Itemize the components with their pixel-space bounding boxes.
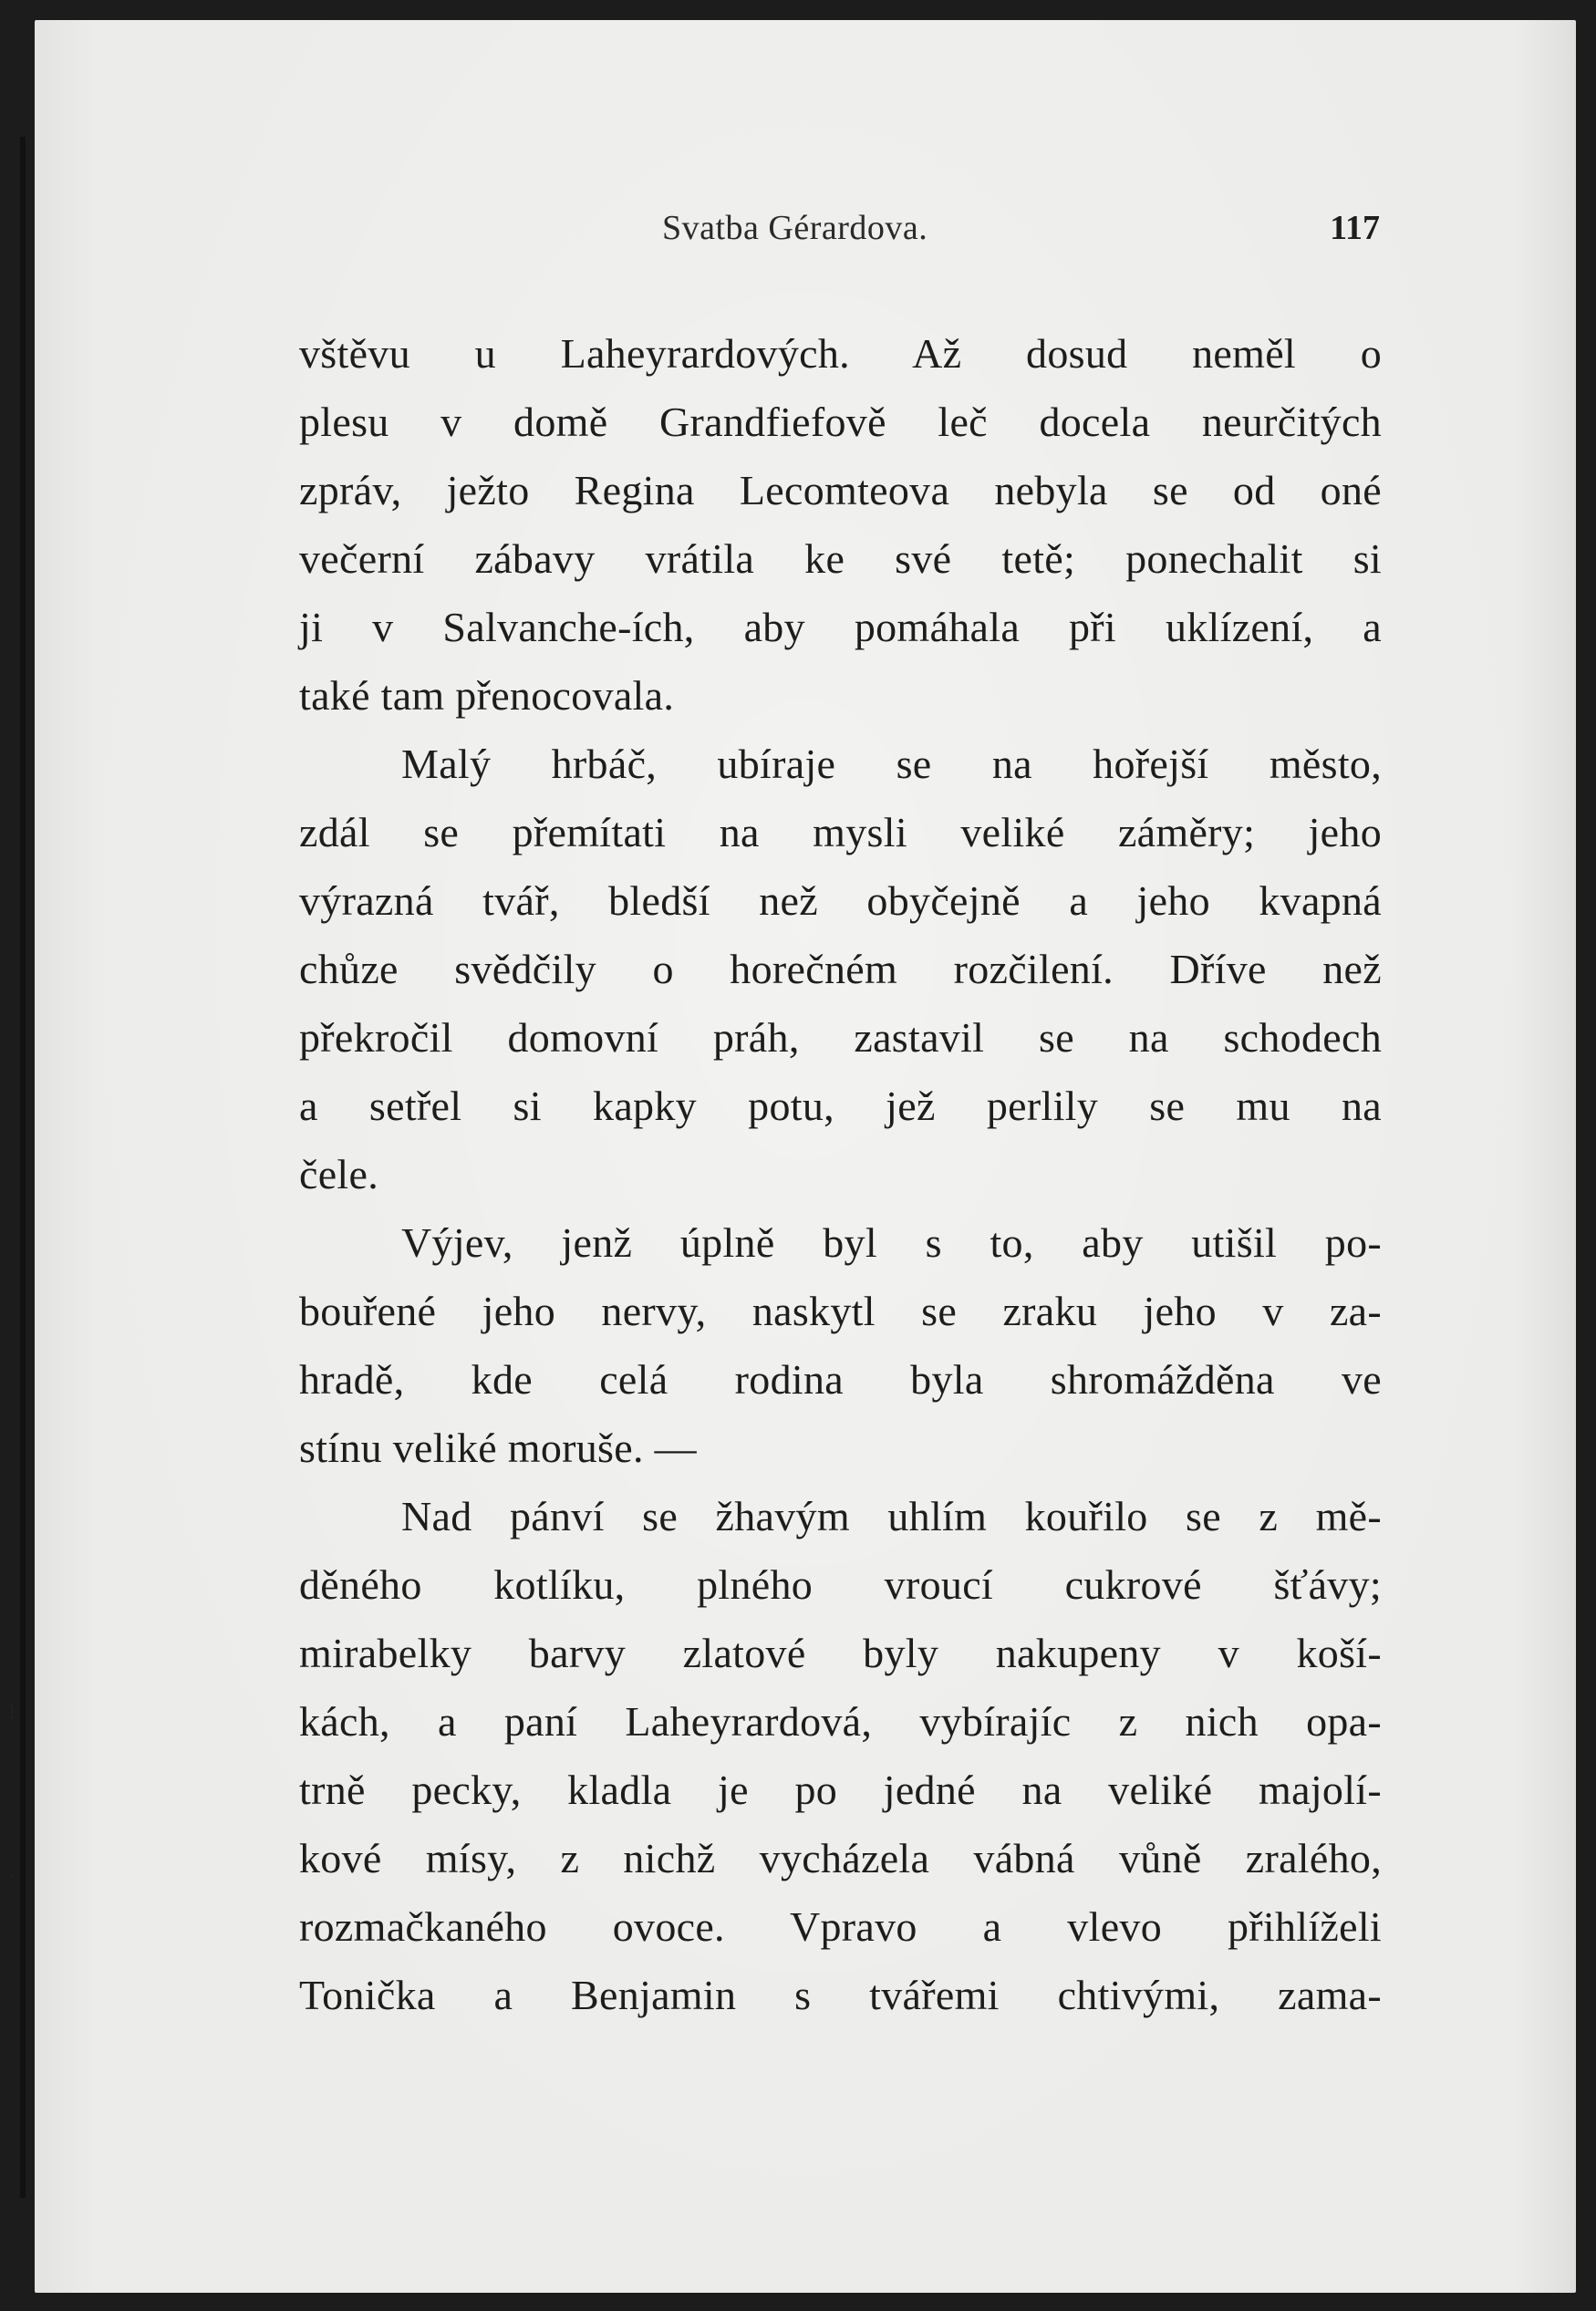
text-line: stínu veliké moruše. — <box>299 1425 697 1471</box>
book-edge <box>20 137 26 2198</box>
text-line: děného kotlíku, plného vroucí cukrové šťávy; <box>299 1561 1382 1608</box>
text-line: mirabelky barvy zlatové byly nakupeny v koší- <box>299 1630 1382 1676</box>
edge-mark: ŀ <box>9 1700 16 1723</box>
text-line: rozmačkaného ovoce. Vpravo a vlevo přihlíželi <box>299 1903 1382 1950</box>
text-line: Tonička a Benjamin s tvářemi chtivými, zama- <box>299 1972 1382 2018</box>
text-line: čele. <box>299 1151 379 1197</box>
text-line: a setřel si kapky potu, jež perlily se mu na <box>299 1083 1382 1129</box>
text-line: Malý hrbáč, ubíraje se na hořejší město, <box>401 741 1382 787</box>
body-text <box>299 319 1382 2029</box>
text-line: večerní zábavy vrátila ke své tetě; ponechalit si <box>299 535 1382 582</box>
running-title: Svatba Gérardova. <box>662 209 928 247</box>
text-line: zdál se přemítati na mysli veliké záměry; jeho <box>299 809 1382 855</box>
page-number: 117 <box>1330 209 1380 247</box>
text-line: překročil domovní práh, zastavil se na schodech <box>299 1014 1382 1061</box>
text-line: kách, a paní Laheyrardová, vybírajíc z nich opa- <box>299 1698 1382 1745</box>
text-line: Nad pánví se žhavým uhlím kouřilo se z mě- <box>401 1493 1382 1539</box>
text-line: plesu v domě Grandfiefově leč docela neurčitých <box>299 399 1382 445</box>
text-line: bouřené jeho nervy, naskytl se zraku jeho v za- <box>299 1288 1382 1334</box>
text-line: hradě, kde celá rodina byla shromážděna ve <box>299 1356 1382 1403</box>
text-line: také tam přenocovala. <box>299 672 675 719</box>
text-line: chůze svědčily o horečném rozčilení. Dříve než <box>299 946 1382 992</box>
edge-mark: · <box>9 1864 16 1887</box>
text-line: vštěvu u Laheyrardových. Až dosud neměl o <box>299 330 1382 377</box>
paragraph <box>299 1208 1382 1482</box>
paragraph <box>299 730 1382 1208</box>
paragraph <box>299 319 1382 730</box>
text-line: zpráv, ježto Regina Lecomteova nebyla se od oné <box>299 467 1382 513</box>
text-line: ji v Salvanche-ích, aby pomáhala při uklízení, a <box>299 604 1382 650</box>
text-line: kové mísy, z nichž vycházela vábná vůně zralého, <box>299 1835 1382 1881</box>
paragraph <box>299 1482 1382 2029</box>
text-line: trně pecky, kladla je po jedné na veliké majolí- <box>299 1767 1382 1813</box>
text-line: výrazná tvář, bledší než obyčejně a jeho kvapná <box>299 877 1382 924</box>
text-line: Výjev, jenž úplně byl s to, aby utišil po- <box>401 1219 1382 1266</box>
